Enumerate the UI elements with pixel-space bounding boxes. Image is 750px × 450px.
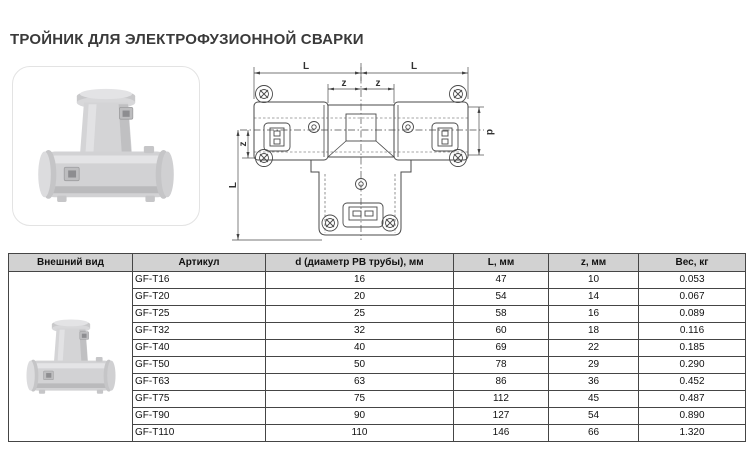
dim-label-z-side: z bbox=[238, 141, 249, 147]
cell-articul: GF-T20 bbox=[133, 289, 266, 306]
cell-articul: GF-T90 bbox=[133, 408, 266, 425]
table-header-row bbox=[9, 254, 746, 272]
cell-z: 54 bbox=[549, 408, 639, 425]
cell-L: 78 bbox=[454, 357, 549, 374]
cell-weight: 0.067 bbox=[639, 289, 746, 306]
page-title: ТРОЙНИК ДЛЯ ЭЛЕКТРОФУЗИОННОЙ СВАРКИ bbox=[10, 31, 364, 48]
cell-d: 16 bbox=[266, 272, 454, 289]
cell-d: 25 bbox=[266, 306, 454, 323]
cell-articul: GF-T40 bbox=[133, 340, 266, 357]
cell-L: 86 bbox=[454, 374, 549, 391]
cell-L: 112 bbox=[454, 391, 549, 408]
cell-z: 16 bbox=[549, 306, 639, 323]
table-row bbox=[9, 272, 746, 289]
col-header-articul: Артикул bbox=[133, 254, 266, 272]
cell-d: 90 bbox=[266, 408, 454, 425]
cell-d: 50 bbox=[266, 357, 454, 374]
cell-z: 29 bbox=[549, 357, 639, 374]
cell-articul: GF-T32 bbox=[133, 323, 266, 340]
cell-weight: 1.320 bbox=[639, 425, 746, 442]
cell-weight: 0.487 bbox=[639, 391, 746, 408]
dim-label-L-left: L bbox=[302, 61, 310, 72]
cell-d: 75 bbox=[266, 391, 454, 408]
cell-z: 22 bbox=[549, 340, 639, 357]
technical-drawing bbox=[226, 56, 496, 244]
cell-d: 20 bbox=[266, 289, 454, 306]
cell-weight: 0.089 bbox=[639, 306, 746, 323]
col-header-appearance: Внешний вид bbox=[9, 254, 133, 272]
cell-weight: 0.452 bbox=[639, 374, 746, 391]
cell-L: 58 bbox=[454, 306, 549, 323]
cell-L: 127 bbox=[454, 408, 549, 425]
cell-d: 63 bbox=[266, 374, 454, 391]
dim-label-L-right: L bbox=[410, 61, 418, 72]
cell-articul: GF-T25 bbox=[133, 306, 266, 323]
cell-weight: 0.116 bbox=[639, 323, 746, 340]
cell-z: 10 bbox=[549, 272, 639, 289]
cell-z: 66 bbox=[549, 425, 639, 442]
cell-z: 18 bbox=[549, 323, 639, 340]
cell-z: 36 bbox=[549, 374, 639, 391]
tee-fitting-photo-icon bbox=[27, 79, 185, 213]
cell-weight: 0.053 bbox=[639, 272, 746, 289]
dim-label-z-left: z bbox=[341, 78, 347, 89]
cell-L: 47 bbox=[454, 272, 549, 289]
cell-weight: 0.290 bbox=[639, 357, 746, 374]
product-photo-frame bbox=[12, 66, 200, 226]
cell-weight: 0.890 bbox=[639, 408, 746, 425]
cell-d: 110 bbox=[266, 425, 454, 442]
tee-drawing-icon bbox=[226, 56, 496, 244]
cell-z: 14 bbox=[549, 289, 639, 306]
tee-fitting-thumbnail-icon bbox=[19, 313, 123, 401]
cell-L: 60 bbox=[454, 323, 549, 340]
cell-z: 45 bbox=[549, 391, 639, 408]
cell-L: 69 bbox=[454, 340, 549, 357]
spec-table bbox=[8, 253, 746, 442]
dim-label-d-side: d bbox=[484, 128, 495, 136]
cell-d: 40 bbox=[266, 340, 454, 357]
col-header-diameter: d (диаметр PB трубы), мм bbox=[266, 254, 454, 272]
cell-weight: 0.185 bbox=[639, 340, 746, 357]
cell-L: 54 bbox=[454, 289, 549, 306]
col-header-z: z, мм bbox=[549, 254, 639, 272]
cell-articul: GF-T16 bbox=[133, 272, 266, 289]
dim-label-L-side: L bbox=[228, 181, 239, 189]
cell-d: 32 bbox=[266, 323, 454, 340]
cell-articul: GF-T63 bbox=[133, 374, 266, 391]
cell-articul: GF-T75 bbox=[133, 391, 266, 408]
cell-articul: GF-T50 bbox=[133, 357, 266, 374]
col-header-L: L, мм bbox=[454, 254, 549, 272]
col-header-weight: Вес, кг bbox=[639, 254, 746, 272]
appearance-photo-cell bbox=[9, 272, 133, 442]
dim-label-z-right: z bbox=[375, 78, 381, 89]
cell-articul: GF-T110 bbox=[133, 425, 266, 442]
cell-L: 146 bbox=[454, 425, 549, 442]
